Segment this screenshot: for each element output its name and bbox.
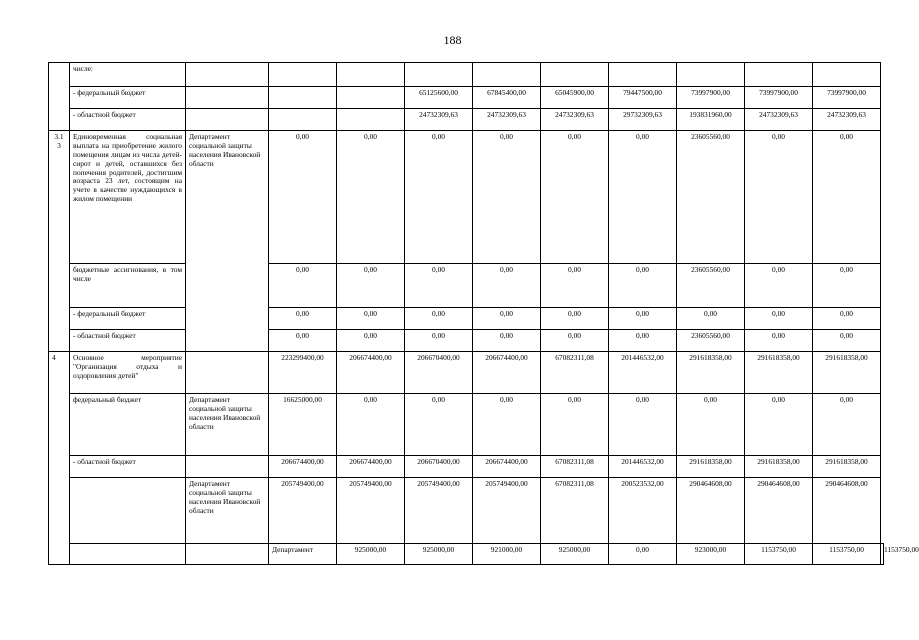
value-cell bbox=[269, 63, 337, 87]
value-cell: 73997900,00 bbox=[813, 87, 881, 109]
value-cell bbox=[541, 63, 609, 87]
value-cell: 0,00 bbox=[269, 264, 337, 308]
value-cell: 0,00 bbox=[405, 131, 473, 264]
value-cell: 0,00 bbox=[337, 394, 405, 456]
row-executor bbox=[186, 456, 269, 478]
value-cell: 193831960,00 bbox=[677, 109, 745, 131]
value-cell: 206674400,00 bbox=[337, 352, 405, 394]
value-cell bbox=[745, 63, 813, 87]
value-cell: 0,00 bbox=[745, 330, 813, 352]
row-executor: Департамент социальной защиты населения Ивановской области bbox=[186, 131, 269, 352]
table-row bbox=[49, 264, 884, 308]
value-cell: 201446532,00 bbox=[609, 352, 677, 394]
value-cell: 67845400,00 bbox=[473, 87, 541, 109]
table-row bbox=[49, 456, 884, 478]
row-index: 3.1 3 bbox=[49, 131, 70, 352]
value-cell: 0,00 bbox=[813, 264, 881, 308]
row-executor bbox=[186, 63, 269, 87]
row-name: - федеральный бюджет bbox=[70, 308, 186, 330]
value-cell: 24732309,63 bbox=[813, 109, 881, 131]
value-cell: 0,00 bbox=[609, 394, 677, 456]
value-cell: 0,00 bbox=[337, 308, 405, 330]
value-cell: 206674400,00 bbox=[269, 456, 337, 478]
value-cell: 0,00 bbox=[473, 308, 541, 330]
value-cell: 0,00 bbox=[609, 131, 677, 264]
value-cell: 223299400,00 bbox=[269, 352, 337, 394]
value-cell: 291618358,00 bbox=[677, 352, 745, 394]
value-cell: 0,00 bbox=[269, 131, 337, 264]
table-row bbox=[49, 394, 884, 456]
row-executor bbox=[186, 109, 269, 131]
value-cell: 0,00 bbox=[337, 330, 405, 352]
value-cell: 206674400,00 bbox=[473, 352, 541, 394]
row-index bbox=[70, 544, 186, 565]
value-cell: 79447500,00 bbox=[609, 87, 677, 109]
value-cell: 1153750,00 bbox=[813, 544, 881, 565]
value-cell bbox=[813, 63, 881, 87]
row-index: 4 bbox=[49, 352, 70, 565]
row-executor: Департамент bbox=[269, 544, 337, 565]
value-cell: 67082311,08 bbox=[541, 456, 609, 478]
row-executor bbox=[186, 87, 269, 109]
value-cell bbox=[337, 63, 405, 87]
table-row bbox=[49, 109, 884, 131]
value-cell: 23605560,00 bbox=[677, 264, 745, 308]
value-cell: 290464608,00 bbox=[745, 478, 813, 544]
value-cell: 206674400,00 bbox=[473, 456, 541, 478]
value-cell: 0,00 bbox=[473, 264, 541, 308]
value-cell: 0,00 bbox=[405, 394, 473, 456]
value-cell: 206674400,00 bbox=[337, 456, 405, 478]
value-cell bbox=[337, 109, 405, 131]
row-index bbox=[49, 63, 70, 131]
value-cell: 290464608,00 bbox=[677, 478, 745, 544]
value-cell: 0,00 bbox=[745, 308, 813, 330]
row-name: - областной бюджет bbox=[70, 109, 186, 131]
value-cell: 0,00 bbox=[405, 264, 473, 308]
value-cell: 0,00 bbox=[813, 330, 881, 352]
row-name bbox=[186, 544, 269, 565]
value-cell: 65045900,00 bbox=[541, 87, 609, 109]
value-cell: 205749400,00 bbox=[473, 478, 541, 544]
table-row bbox=[49, 352, 884, 394]
value-cell: 0,00 bbox=[541, 394, 609, 456]
table-row bbox=[49, 131, 884, 264]
row-name: числе: bbox=[70, 63, 186, 87]
value-cell: 0,00 bbox=[541, 330, 609, 352]
value-cell: 73997900,00 bbox=[745, 87, 813, 109]
value-cell: 0,00 bbox=[609, 330, 677, 352]
value-cell: 0,00 bbox=[677, 394, 745, 456]
value-cell: 291618358,00 bbox=[677, 456, 745, 478]
row-executor: Департамент социальной защиты населения Ивановской области bbox=[186, 478, 269, 544]
value-cell bbox=[677, 63, 745, 87]
value-cell: 1153750,00 bbox=[881, 544, 884, 565]
value-cell: 291618358,00 bbox=[813, 352, 881, 394]
value-cell: 0,00 bbox=[541, 131, 609, 264]
table-row bbox=[49, 308, 884, 330]
budget-table bbox=[48, 62, 919, 565]
row-name bbox=[70, 478, 186, 544]
value-cell: 0,00 bbox=[813, 131, 881, 264]
value-cell: 205749400,00 bbox=[269, 478, 337, 544]
value-cell: 925000,00 bbox=[541, 544, 609, 565]
row-name: федеральный бюджет bbox=[70, 394, 186, 456]
value-cell: 0,00 bbox=[609, 544, 677, 565]
page-number: 188 bbox=[443, 33, 462, 47]
value-cell: 206670400,00 bbox=[405, 456, 473, 478]
value-cell: 923000,00 bbox=[677, 544, 745, 565]
value-cell: 24732309,63 bbox=[541, 109, 609, 131]
value-cell: 200523532,00 bbox=[609, 478, 677, 544]
value-cell bbox=[609, 63, 677, 87]
value-cell: 67082311,08 bbox=[541, 352, 609, 394]
value-cell: 205749400,00 bbox=[337, 478, 405, 544]
value-cell: 0,00 bbox=[813, 308, 881, 330]
value-cell: 291618358,00 bbox=[745, 352, 813, 394]
value-cell: 16625000,00 bbox=[269, 394, 337, 456]
value-cell: 24732309,63 bbox=[405, 109, 473, 131]
table-row bbox=[49, 478, 884, 544]
value-cell: 23605560,00 bbox=[677, 131, 745, 264]
value-cell: 0,00 bbox=[745, 394, 813, 456]
value-cell: 0,00 bbox=[337, 131, 405, 264]
value-cell: 206670400,00 bbox=[405, 352, 473, 394]
value-cell: 24732309,63 bbox=[745, 109, 813, 131]
value-cell: 0,00 bbox=[541, 264, 609, 308]
value-cell: 921000,00 bbox=[473, 544, 541, 565]
value-cell: 0,00 bbox=[745, 264, 813, 308]
row-name: - областной бюджет bbox=[70, 330, 186, 352]
row-name: - федеральный бюджет bbox=[70, 87, 186, 109]
value-cell: 0,00 bbox=[677, 308, 745, 330]
value-cell: 1153750,00 bbox=[745, 544, 813, 565]
table-row bbox=[49, 330, 884, 352]
row-name: Основное мероприятие "Организация отдыха и оздоровления детей" bbox=[70, 352, 186, 394]
value-cell: 67082311,08 bbox=[541, 478, 609, 544]
value-cell: 201446532,00 bbox=[609, 456, 677, 478]
value-cell: 0,00 bbox=[405, 308, 473, 330]
row-executor bbox=[186, 352, 269, 394]
value-cell: 73997900,00 bbox=[677, 87, 745, 109]
value-cell: 0,00 bbox=[541, 308, 609, 330]
row-name: - областной бюджет bbox=[70, 456, 186, 478]
value-cell: 0,00 bbox=[745, 131, 813, 264]
value-cell bbox=[269, 109, 337, 131]
value-cell: 205749400,00 bbox=[405, 478, 473, 544]
value-cell: 0,00 bbox=[813, 394, 881, 456]
value-cell bbox=[473, 63, 541, 87]
value-cell: 0,00 bbox=[405, 330, 473, 352]
value-cell: 24732309,63 bbox=[473, 109, 541, 131]
value-cell: 0,00 bbox=[473, 330, 541, 352]
row-name: бюджетные ассигнования, в том числе bbox=[70, 264, 186, 308]
value-cell: 0,00 bbox=[609, 308, 677, 330]
value-cell: 291618358,00 bbox=[745, 456, 813, 478]
value-cell: 0,00 bbox=[269, 330, 337, 352]
table-row bbox=[49, 544, 884, 565]
value-cell: 0,00 bbox=[473, 131, 541, 264]
table-row bbox=[49, 63, 884, 87]
row-name: Единовременная социальная выплата на приобретение жилого помещения лицам из числа детей-сирот и детей, оставшихся без попечения родителей, достигшим возраста 23 лет, состоящим на учете в качестве нуждающихся в жилом помещении bbox=[70, 131, 186, 264]
value-cell: 65125600,00 bbox=[405, 87, 473, 109]
value-cell bbox=[337, 87, 405, 109]
row-executor: Департамент социальной защиты населения Ивановской области bbox=[186, 394, 269, 456]
value-cell bbox=[405, 63, 473, 87]
value-cell: 290464608,00 bbox=[813, 478, 881, 544]
value-cell: 29732309,63 bbox=[609, 109, 677, 131]
value-cell: 925000,00 bbox=[337, 544, 405, 565]
value-cell: 0,00 bbox=[269, 308, 337, 330]
value-cell bbox=[269, 87, 337, 109]
table-row bbox=[49, 87, 884, 109]
value-cell: 0,00 bbox=[473, 394, 541, 456]
value-cell: 925000,00 bbox=[405, 544, 473, 565]
value-cell: 23605560,00 bbox=[677, 330, 745, 352]
value-cell: 0,00 bbox=[337, 264, 405, 308]
value-cell: 291618358,00 bbox=[813, 456, 881, 478]
value-cell: 0,00 bbox=[609, 264, 677, 308]
